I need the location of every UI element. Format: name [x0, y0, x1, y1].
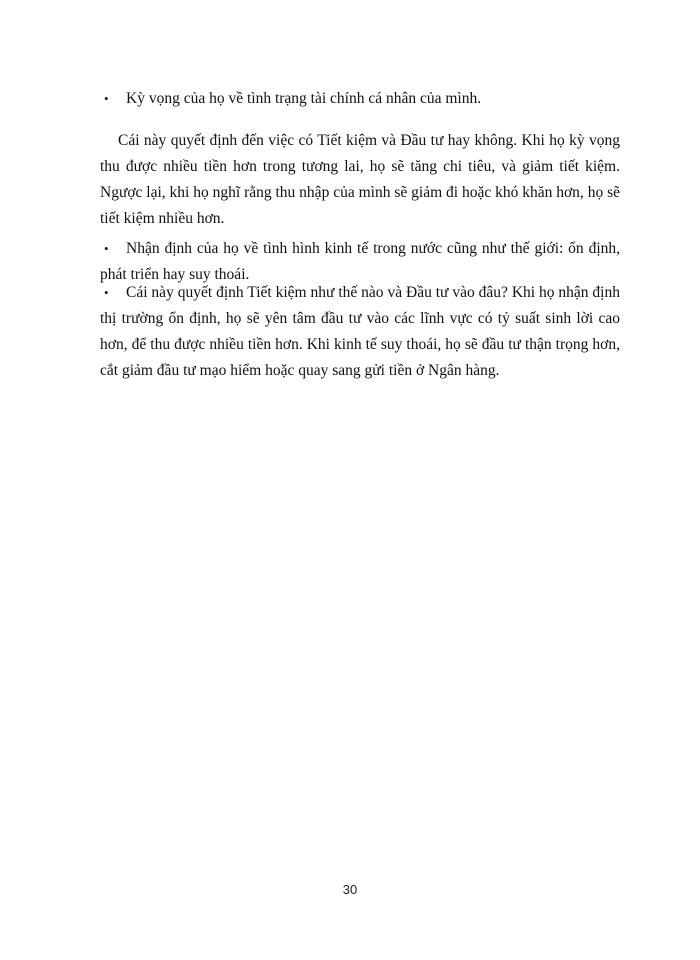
bullet-icon: • [104, 91, 109, 106]
bullet-text: Cái này quyết định Tiết kiệm như thế nào và Đầu tư vào đâu? Khi họ nhận định thị trường ổn định, họ sẽ yên tâm đầu tư vào các lĩnh vực có tỷ suất sinh lời cao hơn, để thu được nhiều tiền hơn. Khi kinh tế suy thoái, họ sẽ đầu tư thận trọng hơn, cắt giảm đầu tư mạo hiểm hoặc quay sang gửi tiền ở Ngân hàng. [100, 284, 620, 379]
bullet-item-investment-decision [100, 280, 620, 384]
bullet-item-financial-expectation [100, 86, 620, 112]
page-number: 30 [342, 882, 358, 897]
bullet-text: Nhận định của họ về tình hình kinh tế trong nước cũng như thế giới: ổn định, phát triển hay suy thoái. [100, 240, 620, 283]
bullet-text: Kỳ vọng của họ về tình trạng tài chính cá nhân của mình. [126, 90, 482, 107]
paragraph-savings-decision: Cái này quyết định đến việc có Tiết kiệm và Đầu tư hay không. Khi họ kỳ vọng thu được nhiều tiền hơn trong tương lai, họ sẽ tăng chi tiêu, và giảm tiết kiệm. Ngược lại, khi họ nghĩ rằng thu nhập của mình sẽ giảm đi hoặc khó khăn hơn, họ sẽ tiết kiệm nhiều hơn. [100, 132, 620, 227]
bullet-icon: • [104, 241, 109, 256]
bullet-icon: • [104, 285, 109, 300]
